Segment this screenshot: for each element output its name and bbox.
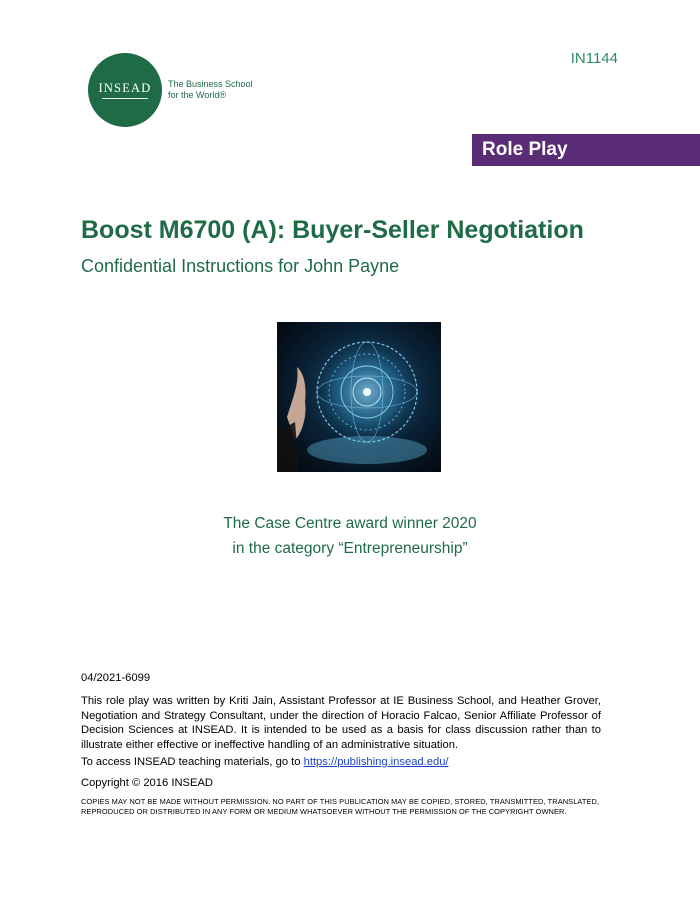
logo-tagline xyxy=(168,79,253,101)
case-subtitle: Confidential Instructions for John Payne xyxy=(81,256,400,276)
seal-underline xyxy=(102,98,148,99)
tagline-line-1: The Business School xyxy=(168,79,253,89)
insead-seal xyxy=(88,53,162,127)
case-title: Boost M6700 (A): Buyer-Seller Negotiation xyxy=(81,216,584,244)
insead-logo xyxy=(88,53,253,127)
hologram-sphere-image xyxy=(277,322,441,472)
banner-label: Role Play xyxy=(482,139,568,160)
award-line-2: in the category “Entrepreneurship” xyxy=(232,540,468,557)
access-line xyxy=(81,755,601,770)
award-line-1: The Case Centre award winner 2020 xyxy=(223,515,477,532)
publishing-link[interactable]: https://publishing.insead.edu/ xyxy=(303,756,449,768)
access-prefix: To access INSEAD teaching materials, go to xyxy=(81,756,304,768)
tagline-line-2: for the World® xyxy=(168,90,226,100)
cover-image xyxy=(277,322,441,472)
reference-number: 04/2021-6099 xyxy=(81,672,151,684)
copyright-line: Copyright © 2016 INSEAD xyxy=(81,777,213,789)
document-code: IN1144 xyxy=(570,50,618,67)
authorship-paragraph: This role play was written by Kriti Jain, Assistant Professor at IE Business School, and Heather Grover, Negotiation and Strategy Consultant, under the direction of Horacio Falcao, Senior Affiliate Professor of Decision Sciences at INSEAD. It is intended to be used as a basis for class discussion rather than to illustrate either effective or ineffective handling of an administrative situation. xyxy=(81,695,601,751)
permission-notice: COPIES MAY NOT BE MADE WITHOUT PERMISSION. NO PART OF THIS PUBLICATION MAY BE COPIED, STORED, TRANSMITTED, TRANSLATED, REPRODUCED OR DISTRIBUTED IN ANY FORM OR MEDIUM WHATSOEVER WITHOUT THE PERMISSION OF THE COPYRIGHT OWNER. xyxy=(81,797,600,816)
seal-text: INSEAD xyxy=(98,81,152,95)
role-play-banner xyxy=(472,134,700,166)
